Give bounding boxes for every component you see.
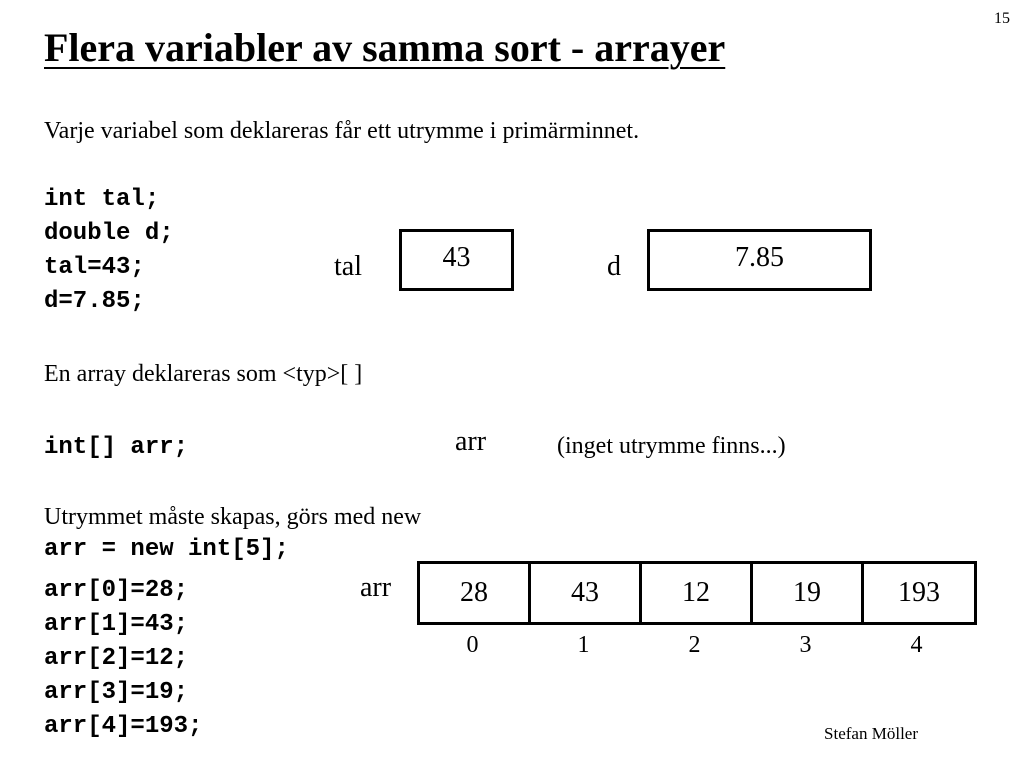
array-cell: 43 — [531, 564, 642, 622]
create-space-text: Utrymmet måste skapas, görs med new — [44, 504, 422, 530]
array-memory — [417, 561, 977, 625]
code-array-declaration: int[] arr; — [44, 434, 189, 461]
code-double-d: double d; — [44, 220, 174, 247]
array-index: 1 — [577, 632, 590, 658]
code-int-tal: int tal; — [44, 186, 160, 213]
array-indices — [417, 632, 972, 659]
code-arr-0: arr[0]=28; — [44, 577, 189, 604]
code-arr-1: arr[1]=43; — [44, 611, 189, 638]
code-tal-assign: tal=43; — [44, 254, 145, 281]
tal-label: tal — [334, 251, 362, 282]
intro-text: Varje variabel som deklareras får ett utrymme i primärminnet. — [44, 118, 640, 144]
no-space-note: (inget utrymme finns...) — [557, 433, 786, 459]
array-index: 2 — [688, 632, 701, 658]
array-cell: 19 — [753, 564, 864, 622]
code-array-new: arr = new int[5]; — [44, 536, 289, 563]
code-arr-3: arr[3]=19; — [44, 679, 189, 706]
arr-label-undefined: arr — [455, 426, 487, 457]
slide-title: Flera variabler av samma sort - arrayer — [44, 25, 726, 70]
array-cell: 12 — [642, 564, 753, 622]
array-cell: 28 — [420, 564, 531, 622]
d-memory-box — [647, 229, 872, 291]
d-label: d — [607, 251, 621, 282]
page-number: 15 — [994, 10, 1010, 27]
array-declaration-text: En array deklareras som <typ>[ ] — [44, 361, 363, 387]
code-arr-2: arr[2]=12; — [44, 645, 189, 672]
array-index: 0 — [466, 632, 479, 658]
tal-value: 43 — [442, 242, 471, 273]
array-index: 3 — [799, 632, 812, 658]
array-cell: 193 — [898, 577, 940, 608]
code-d-assign: d=7.85; — [44, 288, 145, 315]
author-footer: Stefan Möller — [824, 724, 918, 743]
arr-label-allocated: arr — [360, 572, 392, 603]
tal-memory-box — [399, 229, 514, 291]
d-value: 7.85 — [735, 242, 784, 273]
code-arr-4: arr[4]=193; — [44, 713, 203, 740]
array-index: 4 — [910, 632, 923, 658]
